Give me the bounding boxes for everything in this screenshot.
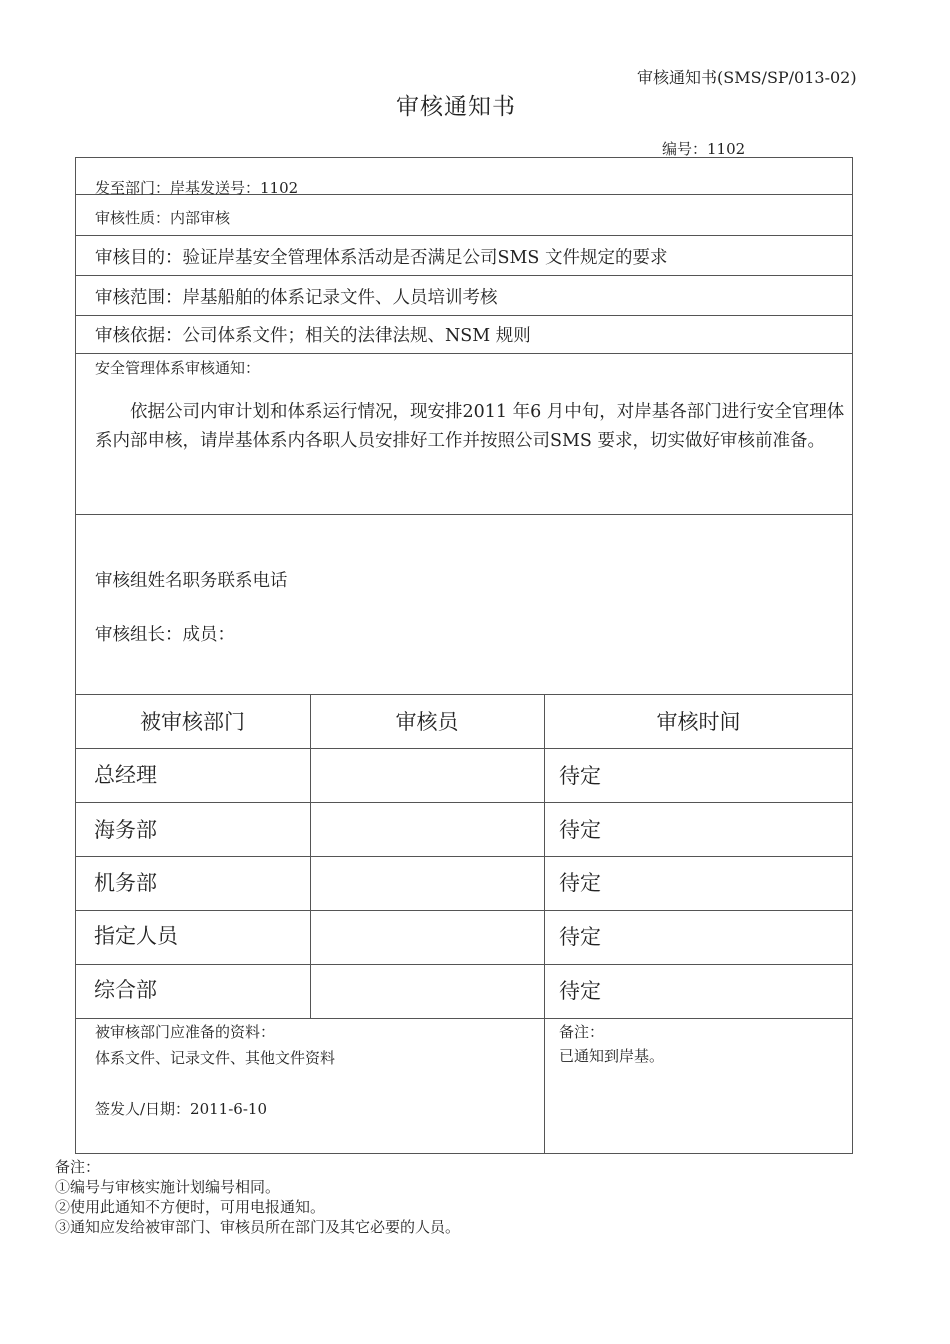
schedule-time-cell: 待定 (559, 818, 601, 842)
schedule-dept-cell: 综合部 (94, 978, 157, 1002)
footnote-item: ①编号与审核实施计划编号相同。 (55, 1178, 281, 1196)
schedule-dept-cell: 指定人员 (94, 924, 178, 948)
row-divider (75, 748, 853, 749)
row-divider (75, 514, 853, 515)
column-header-department: 被审核部门 (140, 710, 245, 734)
form-code: 审核通知书(SMS/SP/013-02) (637, 68, 857, 87)
audit-scope-field: 审核范围：岸基船舶的体系记录文件、人员培训考核 (95, 288, 498, 308)
schedule-dept-cell: 海务部 (94, 818, 157, 842)
schedule-dept-cell: 总经理 (94, 763, 157, 787)
schedule-time-cell: 待定 (559, 764, 601, 788)
schedule-time-cell: 待定 (559, 871, 601, 895)
audit-nature-field: 审核性质：内部审核 (95, 209, 231, 227)
row-divider (75, 964, 853, 965)
column-header-auditor: 审核员 (395, 710, 459, 734)
issuer-date: 签发人/日期：2011-6-10 (95, 1100, 267, 1118)
prep-materials-label: 被审核部门应准备的资料： (95, 1023, 276, 1041)
audit-basis-field: 审核依据：公司体系文件；相关的法律法规、NSM 规则 (95, 326, 531, 346)
schedule-time-cell: 待定 (559, 925, 601, 949)
notice-heading: 安全管理体系审核通知： (95, 359, 261, 377)
serial-number: 编号：1102 (662, 140, 746, 158)
column-divider (310, 694, 311, 1018)
footnote-item: ②使用此通知不方便时，可用电报通知。 (55, 1198, 326, 1216)
row-divider (75, 275, 853, 276)
remark-label: 备注： (559, 1023, 605, 1041)
audit-team-header: 审核组姓名职务联系电话 (95, 571, 288, 591)
row-divider (75, 694, 853, 695)
schedule-time-cell: 待定 (559, 979, 601, 1003)
column-divider (544, 694, 545, 1154)
row-divider (75, 802, 853, 803)
audit-team-leader: 审核组长：成员： (95, 625, 235, 645)
schedule-dept-cell: 机务部 (94, 871, 157, 895)
notice-body: 依据公司内审计划和体系运行情况，现安排2011 年6 月中旬，对岸基各部门进行安全官理体系内部申核，请岸基体系内各职人员安排好工作并按照公司SMS 要求，切实做好审核前准备。 (95, 402, 845, 451)
row-divider (75, 235, 853, 236)
footnote-item: ③通知应发给被审部门、审核员所在部门及其它必要的人员。 (55, 1218, 461, 1236)
document-title: 审核通知书 (396, 94, 516, 120)
row-divider (75, 910, 853, 911)
prep-materials-value: 体系文件、记录文件、其他文件资料 (95, 1049, 336, 1067)
send-to-field: 发至部门：岸基发送号：1102 (95, 179, 299, 197)
audit-purpose-field: 审核目的：验证岸基安全管理体系活动是否满足公司SMS 文件规定的要求 (95, 248, 668, 268)
remark-value: 已通知到岸基。 (559, 1047, 665, 1065)
footnotes (55, 1157, 460, 1237)
row-divider (75, 856, 853, 857)
row-divider (75, 1018, 853, 1019)
row-divider (75, 353, 853, 354)
row-divider (75, 315, 853, 316)
column-header-time: 审核时间 (656, 710, 741, 734)
footnotes-heading: 备注： (55, 1158, 101, 1176)
